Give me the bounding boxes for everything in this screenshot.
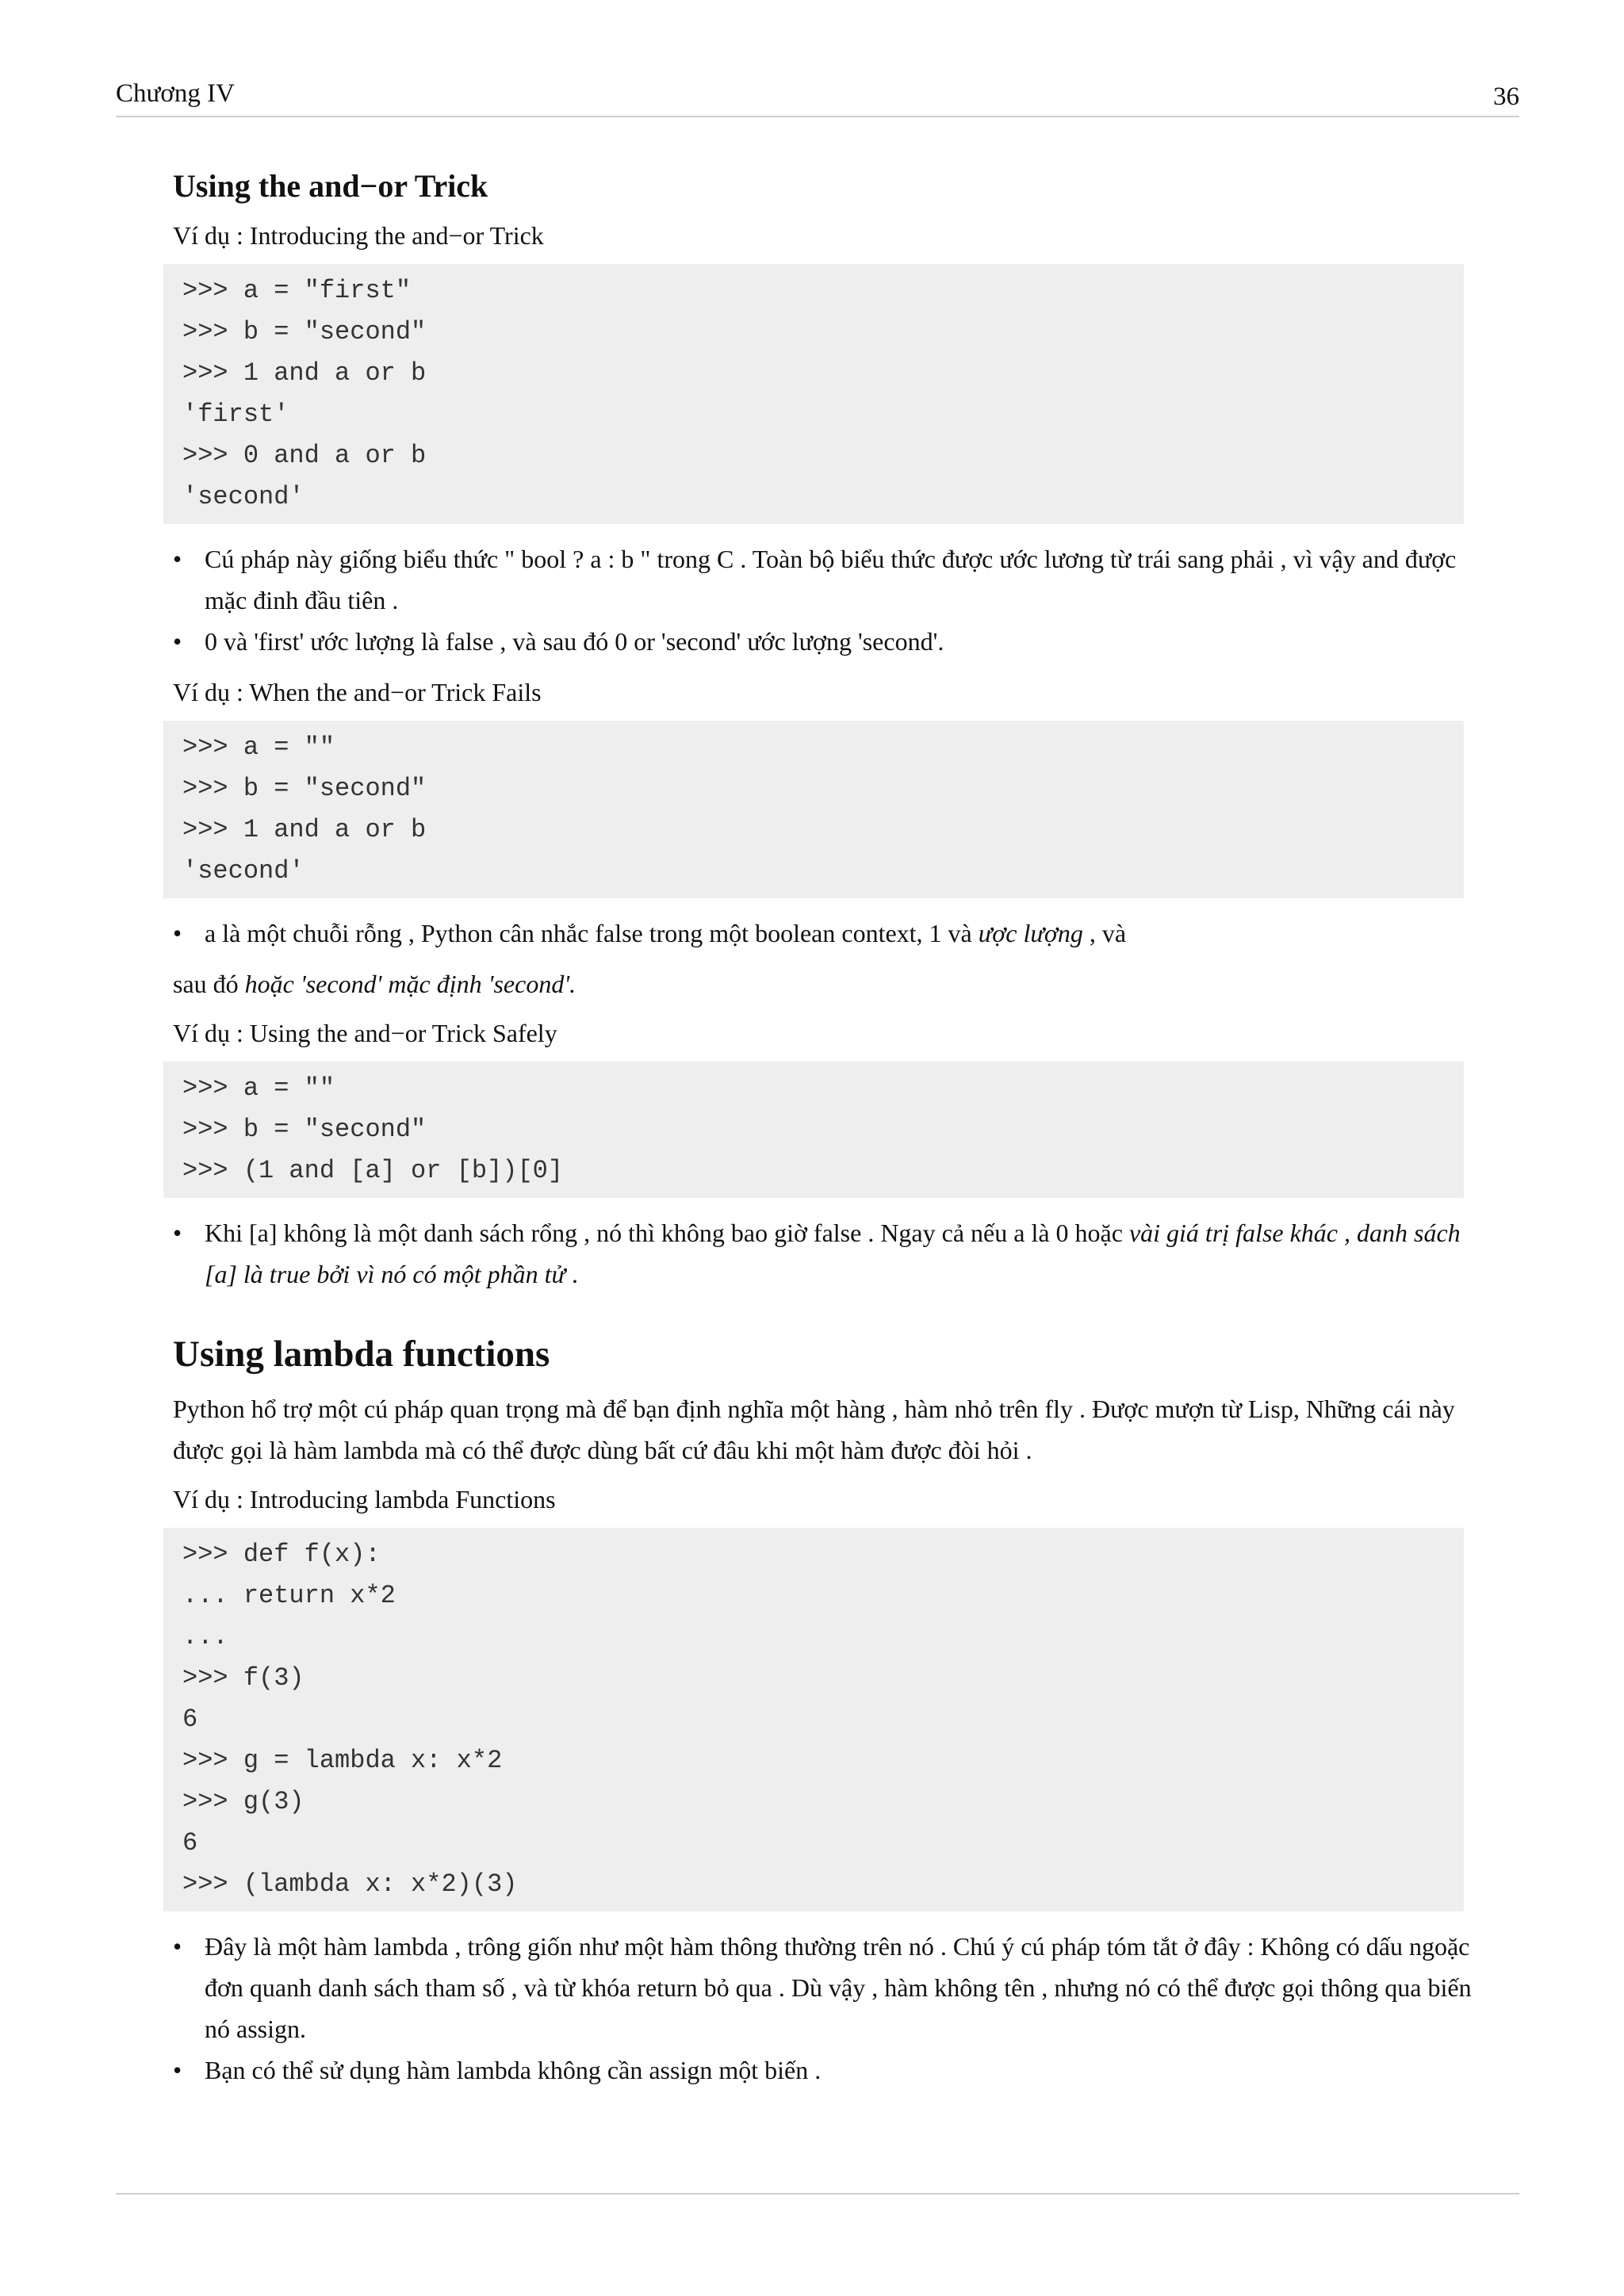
bullet-item: • Cú pháp này giống biểu thức " bool ? a : b " trong C . Toàn bộ biểu thức được ước lương từ trái sang phải , vì vậy and được mặc đinh đầu tiên . xyxy=(173,538,1473,621)
page-number: 36 xyxy=(1493,82,1519,111)
paragraph-text: sau đó xyxy=(173,970,245,998)
bullet-item: • 0 và 'first' ước lượng là false , và sau đó 0 or 'second' ước lượng 'second'. xyxy=(173,621,1473,662)
paragraph xyxy=(173,963,1473,1004)
footer-divider xyxy=(116,2193,1519,2195)
code-block: >>> a = "" >>> b = "second" >>> 1 and a or b 'second' xyxy=(163,721,1464,898)
page-content xyxy=(173,163,1473,2100)
bullet-list xyxy=(173,538,1473,662)
bullet-text: a là một chuỗi rỗng , Python cân nhắc false trong một boolean context, 1 và xyxy=(205,919,979,947)
bullet-item: • Bạn có thể sử dụng hàm lambda không cần assign một biến . xyxy=(173,2049,1473,2091)
page-header xyxy=(116,78,1519,117)
bullet-list xyxy=(173,1212,1473,1295)
example-caption: Ví dụ : Introducing the and−or Trick xyxy=(173,221,544,250)
bullet-text-tail: , và xyxy=(1082,919,1127,947)
section-heading-lambda: Using lambda functions xyxy=(173,1334,550,1375)
example-caption: Ví dụ : Using the and−or Trick Safely xyxy=(173,1019,557,1047)
bullet-item: • Đây là một hàm lambda , trông giốn như một hàm thông thường trên nó . Chú ý cú pháp tóm tắt ở đây : Không có dấu ngoặc đơn quanh danh sách tham số , và từ khóa return bỏ qua . Dù vậy , hàm không tên , nhưng nó có thể được gọi thông qua biến nó assign. xyxy=(173,1926,1473,2049)
bullet-list xyxy=(173,1926,1473,2091)
bullet-italic-text: vài giá trị false khác , danh sách [a] là true bởi vì nó có một phần tử xyxy=(205,1219,1461,1288)
chapter-title: Chương IV xyxy=(116,79,235,108)
paragraph-italic-text: hoặc 'second' mặc định 'second'. xyxy=(244,970,576,998)
bullet-text-tail: . xyxy=(565,1260,578,1288)
code-block: >>> a = "first" >>> b = "second" >>> 1 and a or b 'first' >>> 0 and a or b 'second' xyxy=(163,264,1464,524)
bullet-list xyxy=(173,913,1473,954)
example-caption: Ví dụ : When the and−or Trick Fails xyxy=(173,678,542,706)
section-heading-and-or: Using the and−or Trick xyxy=(173,168,488,204)
bullet-item xyxy=(173,913,1473,954)
example-caption: Ví dụ : Introducing lambda Functions xyxy=(173,1485,556,1513)
code-block: >>> def f(x): ... return x*2 ... >>> f(3) 6 >>> g = lambda x: x*2 >>> g(3) 6 >>> (lambda x: x*2)(3) xyxy=(163,1528,1464,1911)
bullet-item xyxy=(173,1212,1473,1295)
bullet-italic-text: ược lượng xyxy=(978,919,1083,947)
bullet-text: Khi [a] không là một danh sách rổng , nó thì không bao giờ false . Ngay cả nếu a là 0 hoặc xyxy=(205,1219,1129,1247)
paragraph: Python hổ trợ một cú pháp quan trọng mà để bạn định nghĩa một hàng , hàm nhỏ trên fly . Được mượn từ Lisp, Những cái này được gọi là hàm lambda mà có thể được dùng bất cứ đâu khi một hàm được đòi hỏi . xyxy=(173,1395,1455,1464)
code-block: >>> a = "" >>> b = "second" >>> (1 and [a] or [b])[0] xyxy=(163,1062,1464,1198)
